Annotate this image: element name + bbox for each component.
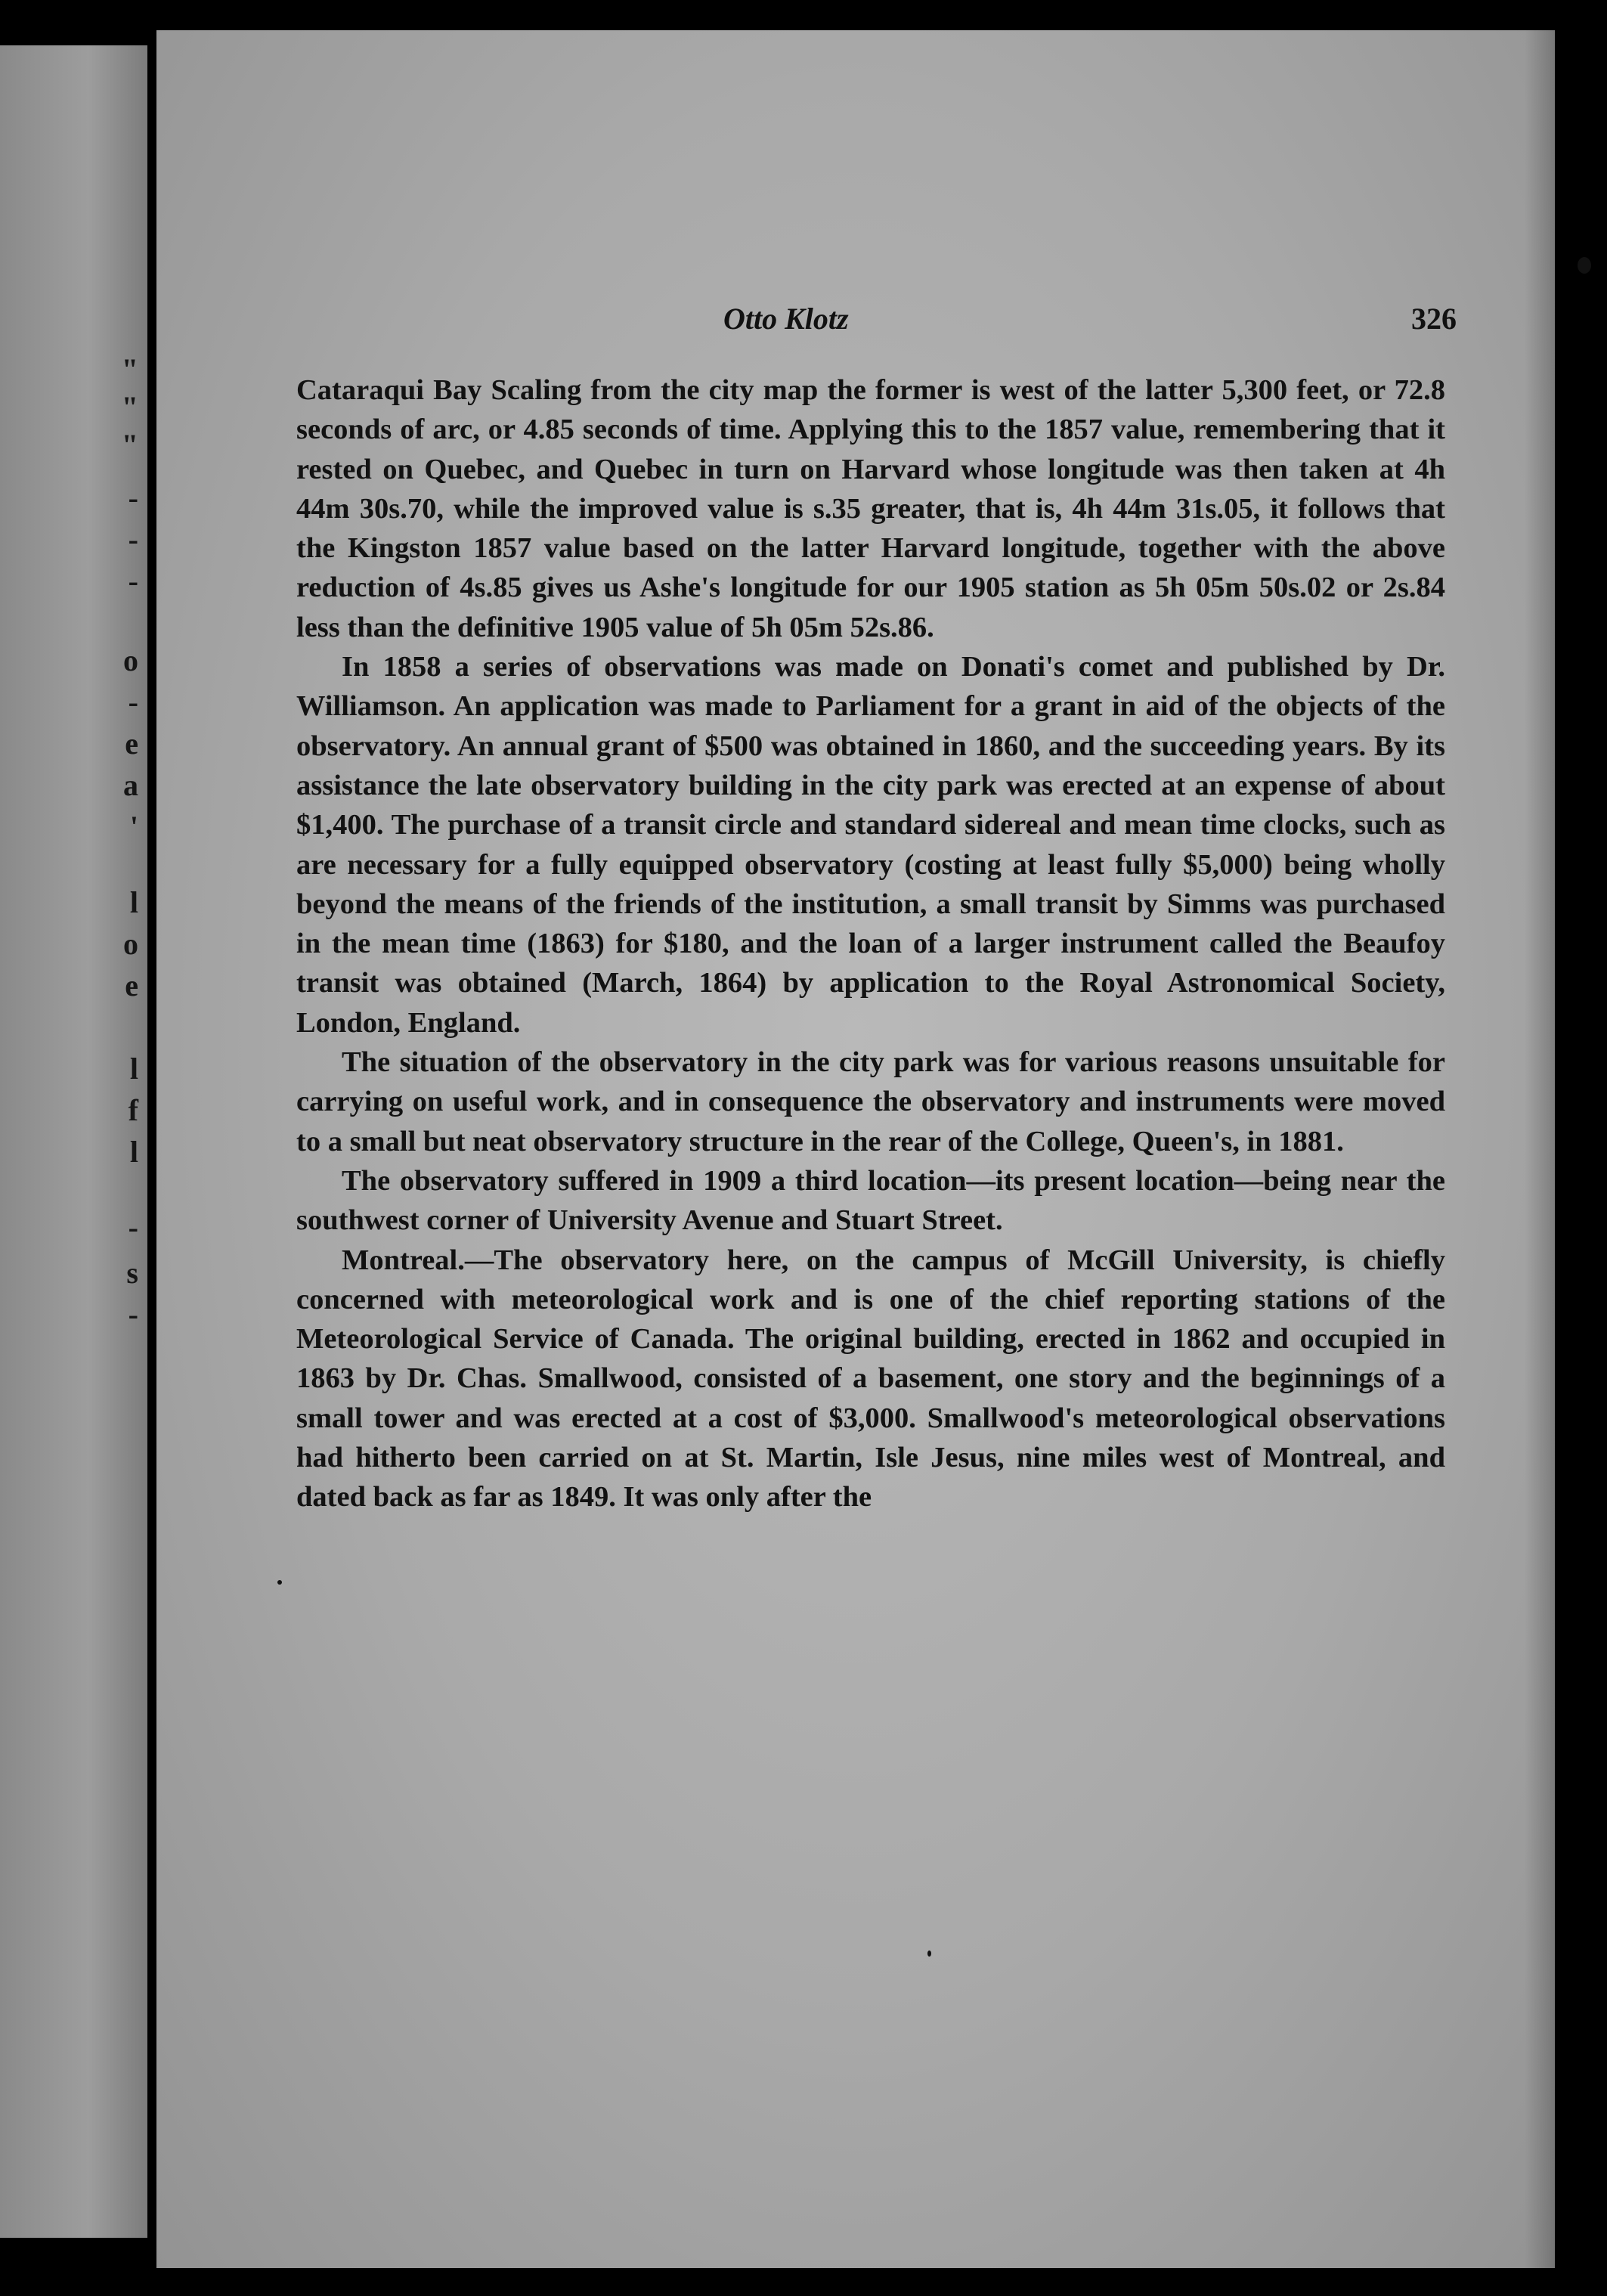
paragraph: In 1858 a series of observations was made on Donati's comet and published by Dr. Williamson. An application was made to Parliament for a grant in aid of the objects of the observatory. An annual grant of $500 was obtained in 1860, and the succeeding years. By its assistance the late observatory building in the city park was erected at an expense of about $1,400. The purchase of a transit circle and standard sidereal and mean time clocks, such as are necessary for a fully equipped observatory (costing at least fully $5,000) being wholly beyond the means of the friends of the institution, a small transit by Simms was purchased in the mean time (1863) for $180, and the loan of a larger instrument called the Beaufoy transit was obtained (March, 1864) by application to the Royal Astronomical Society, London, England. — [296, 651, 1445, 1039]
margin-mark: o — [123, 927, 138, 961]
scan-speck — [1578, 257, 1591, 274]
margin-mark: l — [129, 885, 138, 919]
margin-mark: f — [128, 1093, 138, 1127]
paragraph: Cataraqui Bay Scaling from the city map the former is west of the latter 5,300 feet, or 72.8 seconds of arc, or 4.85 seconds of time. Applying this to the 1857 value, remembering that it rested on Quebec, and Quebec in turn on Harvard whose longitude was then taken at 4h 44m 30s.70, while the improved value is s.35 greater, that is, 4h 44m 31s.05, it follows that the Kingston 1857 value based on the latter Harvard longitude, together with the above reduction of 4s.85 gives us Ashe's longitude for our 1905 station as 5h 05m 50s.02 or 2s.84 less than the definitive 1905 value of 5h 05m 52s.86. — [296, 374, 1445, 643]
margin-mark: s — [126, 1256, 138, 1290]
paragraph: The observatory suffered in 1909 a third location—its present location—being near the southwest corner of University Avenue and Stuart Street. — [296, 1164, 1445, 1237]
previous-page-margin-marks — [0, 45, 147, 2238]
paragraph: The situation of the observatory in the city park was for various reasons unsuitable for carrying on useful work, and in consequence the observatory and instruments were moved to a small but neat observatory structure in the rear of the College, Queen's, in 1881. — [296, 1046, 1445, 1157]
margin-mark: - — [128, 564, 138, 598]
page-number: 326 — [1411, 302, 1457, 336]
page-edge-shadow — [1525, 30, 1555, 2268]
book-gutter — [147, 0, 156, 2296]
margin-mark: " — [121, 352, 138, 386]
margin-mark: - — [128, 685, 138, 719]
page — [156, 30, 1555, 2268]
margin-mark: " — [121, 428, 138, 462]
margin-mark: e — [125, 968, 138, 1002]
margin-mark: - — [128, 1210, 138, 1244]
margin-mark: - — [128, 481, 138, 515]
margin-mark: l — [129, 1052, 138, 1086]
paragraph: Montreal.—The observatory here, on the campus of McGill University, is chiefly concerned with meteorological work and is one of the chief reporting stations of the Meteorological Service of Canada. The original building, erected in 1862 and occupied in 1863 by Dr. Chas. Smallwood, consisted of a basement, one story and the beginnings of a small tower and was erected at a cost of $3,000. Smallwood's meteorological observations had hitherto been carried on at St. Martin, Isle Jesus, nine miles west of Montreal, and dated back as far as 1849. It was only after the — [296, 1244, 1445, 1514]
scan-speck — [927, 1951, 931, 1957]
margin-mark: o — [123, 643, 138, 677]
margin-mark: e — [125, 727, 138, 761]
margin-mark: - — [128, 522, 138, 556]
scan-speck — [277, 1580, 282, 1585]
margin-mark: ' — [129, 810, 138, 844]
margin-mark: " — [121, 390, 138, 424]
margin-mark: a — [123, 768, 138, 802]
running-head-author: Otto Klotz — [723, 302, 849, 336]
previous-page-edge — [0, 45, 147, 2238]
margin-mark: - — [128, 1297, 138, 1331]
running-head — [270, 272, 1457, 348]
margin-mark: l — [129, 1135, 138, 1169]
body-text — [296, 370, 1445, 1517]
